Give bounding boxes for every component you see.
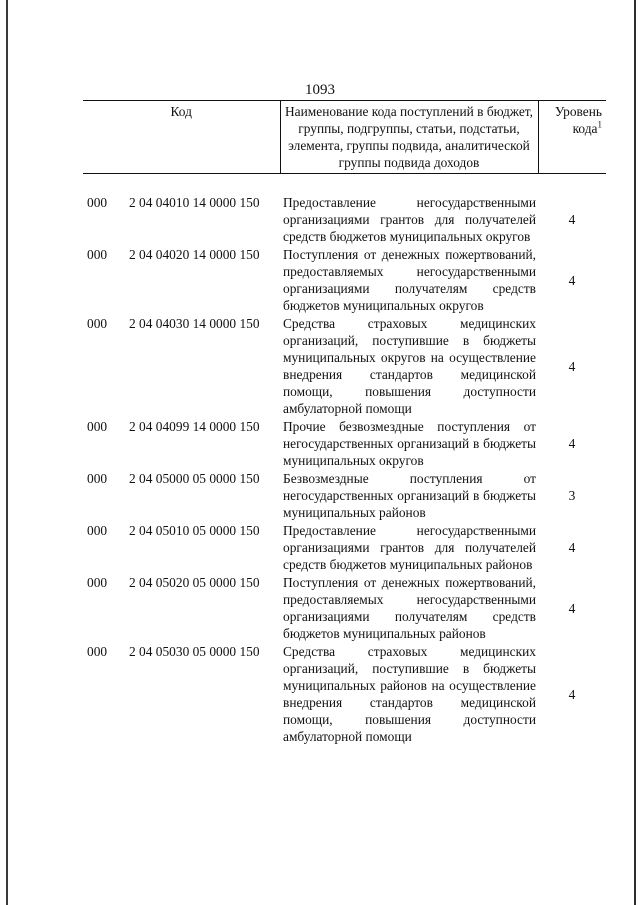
- code-level: 4: [568, 600, 576, 616]
- income-name: Поступления от денежных пожертвований, предоставляемых негосударственными организациями получателям средств бюджетов муниципальных районов: [283, 575, 536, 641]
- table-row: [83, 246, 606, 315]
- scan-edge-right: [634, 0, 636, 905]
- income-name: Безвозмездные поступления от негосударственных организаций в бюджеты муниципальных районов: [283, 471, 536, 520]
- code-cell: [83, 246, 280, 315]
- income-codes-table: [83, 100, 606, 746]
- income-code: 2 04 04020 14 0000 150: [129, 247, 260, 262]
- table-row: [83, 470, 606, 522]
- income-code: 2 04 04030 14 0000 150: [129, 316, 260, 331]
- income-name: Предоставление негосударственными организациями грантов для получателей средств бюджетов муниципальных районов: [283, 523, 536, 572]
- code-level: 4: [568, 540, 576, 555]
- table-row: [83, 315, 606, 418]
- table-row: [83, 574, 606, 643]
- table-row: [83, 418, 606, 470]
- code-cell: [83, 470, 280, 522]
- admin-code: 000: [87, 195, 108, 210]
- header-code: Код: [83, 101, 280, 174]
- income-code: 2 04 05010 05 0000 150: [129, 523, 260, 538]
- header-name: Наименование кода поступлений в бюджет, группы, подгруппы, статьи, подстатьи, элемента, группы подвида, аналитической группы подвида доходов: [280, 101, 538, 174]
- income-code: 2 04 05030 05 0000 150: [129, 644, 260, 659]
- code-cell: [83, 522, 280, 574]
- admin-code: 000: [87, 316, 108, 331]
- header-level-footnote: 1: [597, 119, 602, 130]
- income-code: 2 04 04099 14 0000 150: [129, 419, 260, 434]
- code-level: 4: [568, 272, 576, 288]
- income-code: 2 04 05000 05 0000 150: [129, 471, 260, 486]
- table-row: [83, 194, 606, 246]
- table-row: [83, 522, 606, 574]
- income-name: Поступления от денежных пожертвований, предоставляемых негосударственными организациями получателям средств бюджетов муниципальных округов: [283, 247, 536, 313]
- admin-code: 000: [87, 419, 108, 434]
- header-spacer: [83, 174, 606, 195]
- code-cell: [83, 643, 280, 746]
- code-level: 4: [568, 686, 576, 702]
- code-level: 4: [568, 358, 576, 374]
- header-level: [538, 101, 606, 174]
- header-level-label: Уровень кода: [554, 104, 602, 136]
- income-name: Средства страховых медицинских организаций, поступившие в бюджеты муниципальных округов на осуществление внедрения стандартов медицинской помощи, повышения доступности амбулаторной помощи: [283, 316, 536, 416]
- code-level: 3: [568, 488, 576, 503]
- scan-edge-left: [6, 0, 8, 905]
- code-level: 4: [568, 212, 576, 227]
- code-cell: [83, 574, 280, 643]
- admin-code: 000: [87, 523, 108, 538]
- admin-code: 000: [87, 471, 108, 486]
- code-level: 4: [568, 436, 576, 451]
- code-cell: [83, 418, 280, 470]
- income-name: Средства страховых медицинских организаций, поступившие в бюджеты муниципальных районов на осуществление внедрения стандартов медицинской помощи, повышения доступности амбулаторной помощи: [283, 644, 536, 744]
- admin-code: 000: [87, 575, 108, 590]
- income-code: 2 04 04010 14 0000 150: [129, 195, 260, 210]
- admin-code: 000: [87, 644, 108, 659]
- income-code: 2 04 05020 05 0000 150: [129, 575, 260, 590]
- table-header-row: [83, 101, 606, 174]
- code-cell: [83, 194, 280, 246]
- income-name: Предоставление негосударственными организациями грантов для получателей средств бюджетов муниципальных округов: [283, 195, 536, 244]
- page-number: 1093: [305, 82, 335, 98]
- admin-code: 000: [87, 247, 108, 262]
- code-cell: [83, 315, 280, 418]
- table-row: [83, 643, 606, 746]
- income-name: Прочие безвозмездные поступления от негосударственных организаций в бюджеты муниципальных округов: [283, 419, 536, 468]
